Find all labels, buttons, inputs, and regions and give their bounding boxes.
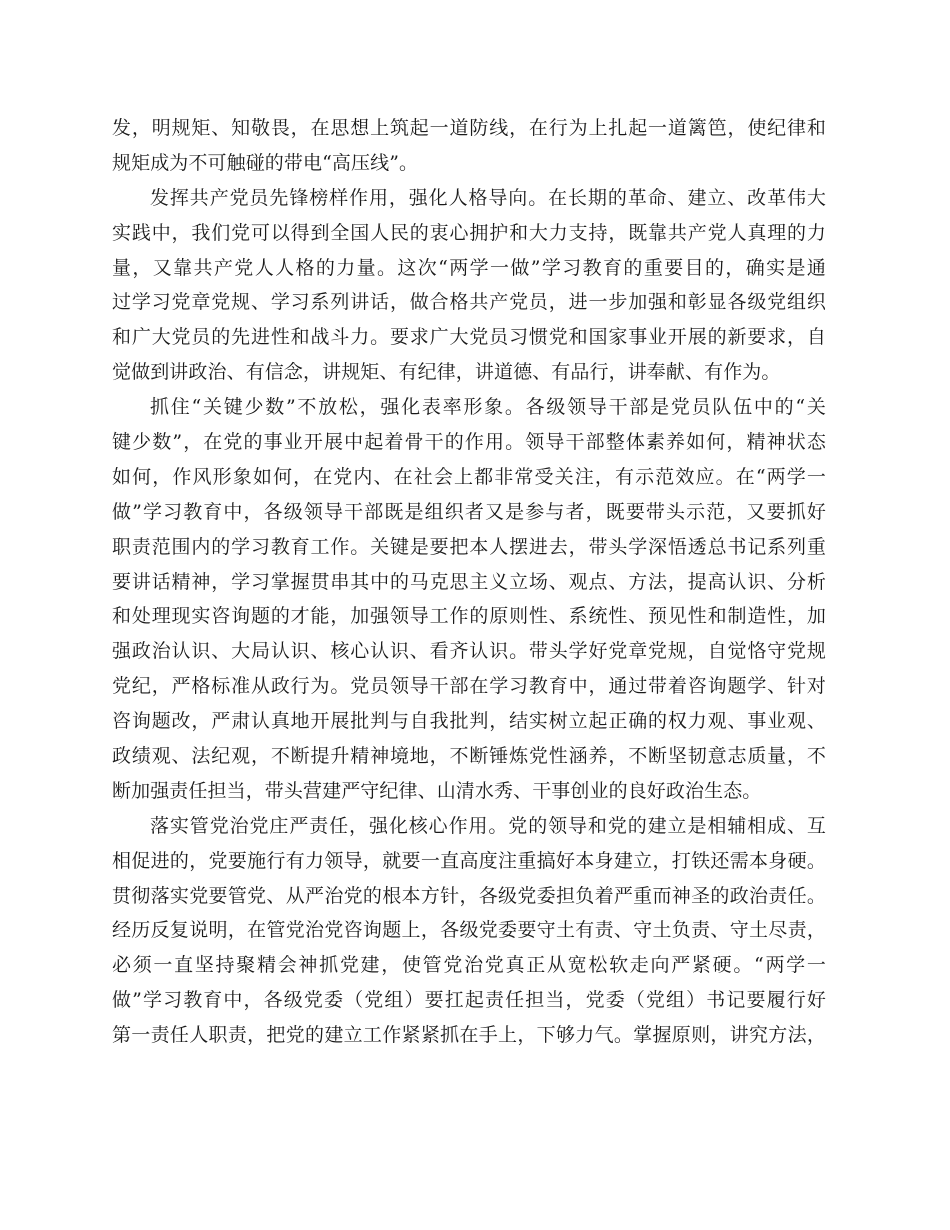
text-line: 强政治认识、大局认识、核心认识、看齐认识。带头学好党章党规，自觉恪守党规 (112, 640, 826, 663)
text-line: 和处理现实咨询题的才能，加强领导工作的原则性、系统性、预见性和制造性，加 (112, 605, 826, 628)
text-line: 贯彻落实党要管党、从严治党的根本方针，各级党委担负着严重而神圣的政治责任。 (112, 884, 826, 907)
text-line: 必须一直坚持聚精会神抓党建，使管党治党真正从宽松软走向严紧硬。“两学一 (112, 954, 826, 977)
text-line: 职责范围内的学习教育工作。关键是要把本人摆进去，带头学深悟透总书记系列重 (112, 535, 826, 558)
document-body (112, 111, 826, 1053)
text-line: 和广大党员的先进性和战斗力。要求广大党员习惯党和国家事业开展的新要求，自 (112, 326, 826, 349)
text-line: 断加强责任担当，带头营建严守纪律、山清水秀、干事创业的良好政治生态。 (112, 779, 762, 802)
text-line: 觉做到讲政治、有信念，讲规矩、有纪律，讲道德、有品行，讲奉献、有作为。 (112, 361, 781, 384)
text-line: 发，明规矩、知敬畏，在思想上筑起一道防线，在行为上扎起一道篱笆，使纪律和 (112, 117, 826, 139)
text-line: 键少数”，在党的事业开展中起着骨干的作用。领导干部整体素养如何，精神状态 (112, 431, 826, 454)
text-line: 如何，作风形象如何，在党内、在社会上都非常受关注，有示范效应。在“两学一 (112, 465, 826, 488)
text-line: 实践中，我们党可以得到全国人民的衷心拥护和大力支持，既靠共产党人真理的力 (112, 221, 826, 244)
text-line: 党纪，严格标准从政行为。党员领导干部在学习教育中，通过带着咨询题学、针对 (112, 675, 826, 698)
text-line: 第一责任人职责，把党的建立工作紧紧抓在手上，下够力气。掌握原则，讲究方法， (112, 1024, 826, 1047)
text-line: 规矩成为不可触碰的带电“高压线”。 (112, 151, 419, 174)
text-line: 咨询题改，严肃认真地开展批判与自我批判，结实树立起正确的权力观、事业观、 (112, 710, 826, 733)
text-line: 政绩观、法纪观，不断提升精神境地，不断锤炼党性涵养，不断坚韧意志质量，不 (112, 745, 826, 768)
text-line: 落实管党治党庄严责任，强化核心作用。党的领导和党的建立是相辅相成、互 (150, 814, 826, 837)
text-line: 量，又靠共产党人人格的力量。这次“两学一做”学习教育的重要目的，确实是通 (112, 256, 826, 279)
text-line: 做”学习教育中，各级党委（党组）要扛起责任担当，党委（党组）书记要履行好 (112, 989, 826, 1012)
text-line: 经历反复说明，在管党治党咨询题上，各级党委要守土有责、守土负责、守土尽责， (112, 919, 826, 942)
text-line: 相促进的，党要施行有力领导，就要一直高度注重搞好本身建立，打铁还需本身硬。 (112, 849, 826, 872)
text-line: 抓住“关键少数”不放松，强化表率形象。各级领导干部是党员队伍中的“关 (150, 396, 826, 419)
text-line: 要讲话精神，学习掌握贯串其中的马克思主义立场、观点、方法，提高认识、分析 (112, 570, 826, 593)
text-line: 过学习党章党规、学习系列讲话，做合格共产党员，进一步加强和彰显各级党组织 (112, 291, 826, 314)
text-line: 做”学习教育中，各级领导干部既是组织者又是参与者，既要带头示范，又要抓好 (112, 500, 826, 523)
text-line: 发挥共产党员先锋榜样作用，强化人格导向。在长期的革命、建立、改革伟大 (150, 186, 826, 209)
